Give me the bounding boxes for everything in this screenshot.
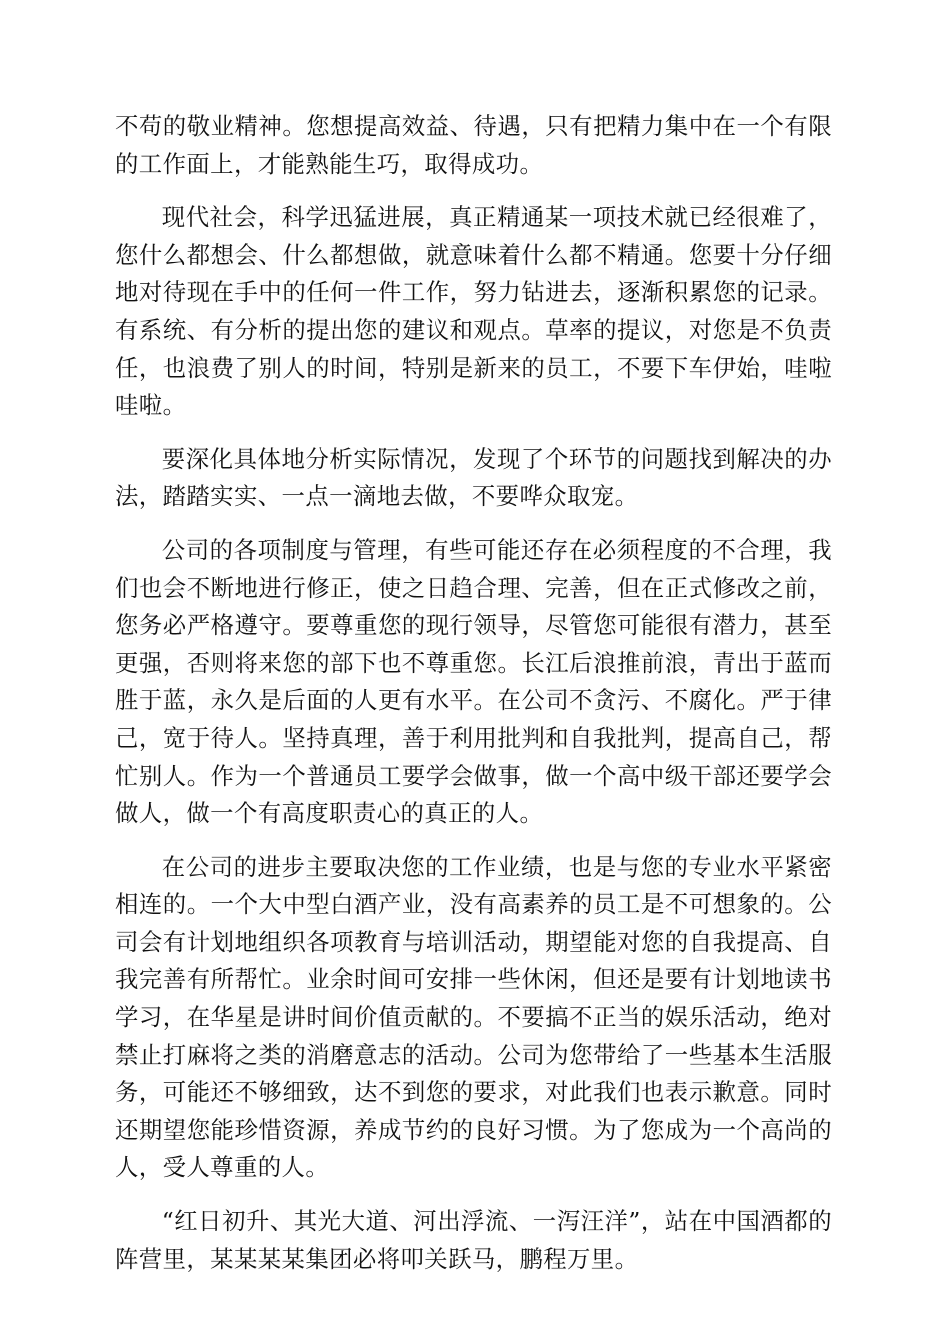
- paragraph-continuation: 不苟的敬业精神。您想提高效益、待遇，只有把精力集中在一个有限的工作面上，才能熟能生巧，取得成功。: [115, 112, 832, 178]
- paragraph-modern-society: 现代社会，科学迅猛进展，真正精通某一项技术就已经很难了，您什么都想会、什么都想做，就意味着什么都不精通。您要十分仔细地对待现在手中的任何一件工作，努力钻进去，逐渐积累您的记录。有系统、有分析的提出您的建议和观点。草率的提议，对您是不负责任，也浪费了别人的时间，特别是新来的员工，不要下车伊始，哇啦哇啦。: [115, 203, 832, 420]
- paragraph-closing: “红日初升、其光大道、河出浮流、一泻汪洋”，站在中国酒都的阵营里，某某某某集团必将叩关跃马，鹏程万里。: [115, 1207, 832, 1273]
- paragraph-career-progress: 在公司的进步主要取决您的工作业绩，也是与您的专业水平紧密相连的。一个大中型白酒产业，没有高素养的员工是不可想象的。公司会有计划地组织各项教育与培训活动，期望能对您的自我提高、自我完善有所帮忙。业余时间可安排一些休闲，但还是要有计划地读书学习，在华星是讲时间价值贡献的。不要搞不正当的娱乐活动，绝对禁止打麻将之类的消磨意志的活动。公司为您带给了一些基本生活服务，可能还不够细致，达不到您的要求，对此我们也表示歉意。同时还期望您能珍惜资源，养成节约的良好习惯。为了您成为一个高尚的人，受人尊重的人。: [115, 852, 832, 1182]
- paragraph-analyze-situation: 要深化具体地分析实际情况，发现了个环节的问题找到解决的办法，踏踏实实、一点一滴地去做，不要哗众取宠。: [115, 444, 832, 511]
- paragraph-company-rules: 公司的各项制度与管理，有些可能还存在必须程度的不合理，我们也会不断地进行修正，使之日趋合理、完善，但在正式修改之前，您务必严格遵守。要尊重您的现行领导，尽管您可能很有潜力，甚至更强，否则将来您的部下也不尊重您。长江后浪推前浪，青出于蓝而胜于蓝，永久是后面的人更有水平。在公司不贪污、不腐化。严于律己，宽于待人。坚持真理，善于利用批判和自我批判，提高自己，帮忙别人。作为一个普通员工要学会做事，做一个高中级干部还要学会做人，做一个有高度职责心的真正的人。: [115, 535, 832, 828]
